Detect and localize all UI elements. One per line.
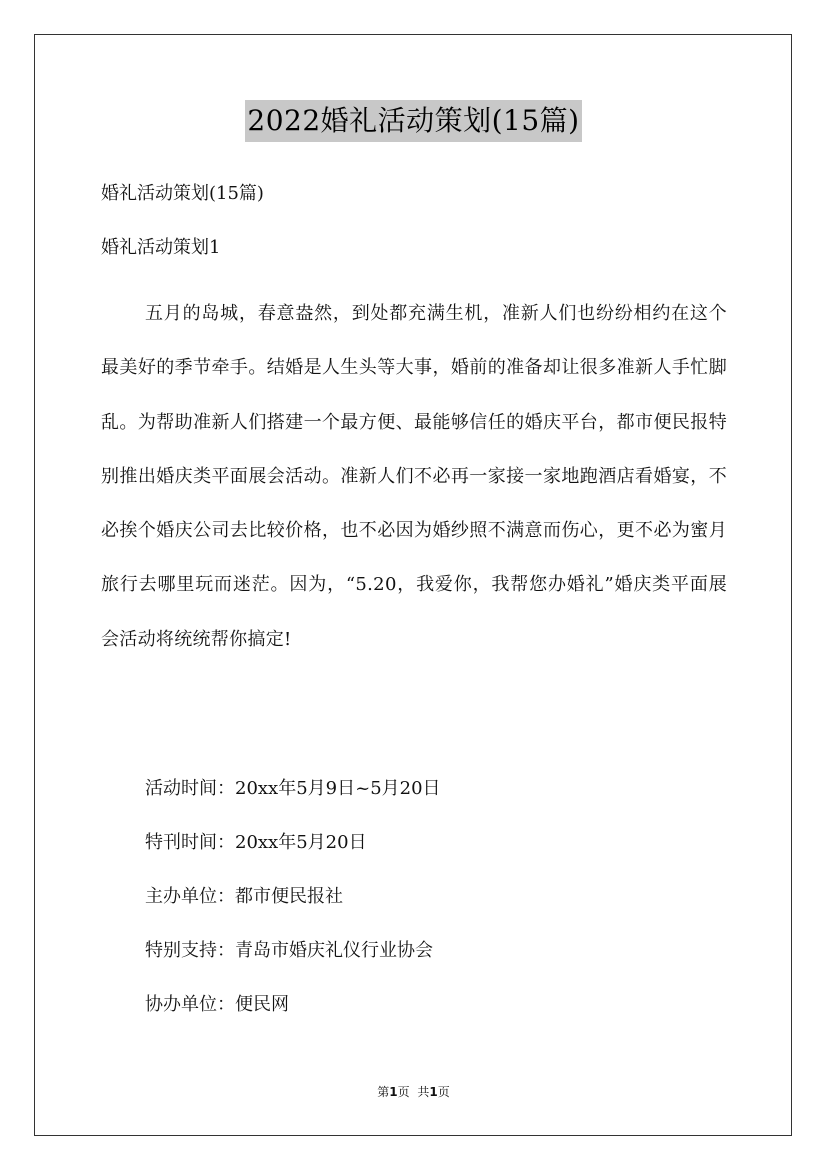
footer-total-prefix: 共 — [417, 1085, 430, 1099]
footer-page-prefix: 第 — [377, 1085, 390, 1099]
section-heading: 婚礼活动策划1 — [101, 237, 221, 258]
page-footer — [0, 1084, 827, 1100]
footer-page-suffix: 页 — [397, 1085, 410, 1099]
info-line-organizer: 主办单位：都市便民报社 — [145, 886, 343, 907]
info-line-special-support: 特别支持：青岛市婚庆礼仪行业协会 — [145, 940, 433, 961]
document-title: 2022婚礼活动策划(15篇) — [245, 100, 581, 142]
title-container — [0, 100, 827, 142]
info-line-co-organizer: 协办单位：便民网 — [145, 994, 289, 1015]
document-subtitle: 婚礼活动策划(15篇) — [101, 183, 264, 204]
info-line-special-issue-time: 特刊时间：20xx年5月20日 — [145, 832, 367, 853]
footer-page-current: 1 — [389, 1085, 398, 1099]
body-paragraph: 五月的岛城，春意盎然，到处都充满生机，准新人们也纷纷相约在这个最美好的季节牵手。结婚是人生头等大事，婚前的准备却让很多准新人手忙脚乱。为帮助准新人们搭建一个最方便、最能够信任的婚庆平台，都市便民报特别推出婚庆类平面展会活动。准新人们不必再一家接一家地跑酒店看婚宴，不必挨个婚庆公司去比较价格，也不必因为婚纱照不满意而伤心，更不必为蜜月旅行去哪里玩而迷茫。因为，“5.20，我爱你，我帮您办婚礼”婚庆类平面展会活动将统统帮你搞定! — [101, 303, 727, 650]
footer-total-suffix: 页 — [437, 1085, 450, 1099]
footer-page-total: 1 — [429, 1085, 438, 1099]
info-line-activity-time: 活动时间：20xx年5月9日~5月20日 — [145, 778, 441, 799]
